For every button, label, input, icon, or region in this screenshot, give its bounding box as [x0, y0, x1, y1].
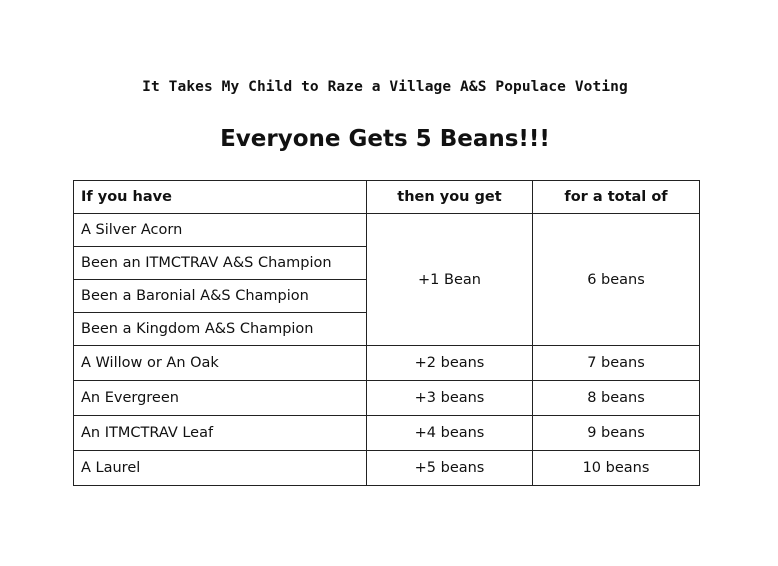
header-if-you-have: If you have: [74, 181, 367, 214]
cell-get: +4 beans: [367, 416, 533, 451]
cell-have: Been a Baronial A&S Champion: [74, 280, 367, 313]
cell-total: 8 beans: [533, 381, 700, 416]
cell-total: 7 beans: [533, 346, 700, 381]
table-row: [74, 214, 700, 247]
cell-have: Been an ITMCTRAV A&S Champion: [74, 247, 367, 280]
cell-have: A Willow or An Oak: [74, 346, 367, 381]
table-row: [74, 416, 700, 451]
document-title: Everyone Gets 5 Beans!!!: [220, 126, 550, 152]
header-then-you-get: then you get: [367, 181, 533, 214]
cell-have: Been a Kingdom A&S Champion: [74, 313, 367, 346]
cell-get: +2 beans: [367, 346, 533, 381]
cell-get-merged: +1 Bean: [367, 214, 533, 346]
beans-table: [73, 180, 700, 486]
header-for-a-total-of: for a total of: [533, 181, 700, 214]
cell-total: 9 beans: [533, 416, 700, 451]
cell-total: 10 beans: [533, 451, 700, 486]
cell-total-merged: 6 beans: [533, 214, 700, 346]
table-header-row: [74, 181, 700, 214]
table-row: [74, 381, 700, 416]
cell-have: A Laurel: [74, 451, 367, 486]
document-subtitle: It Takes My Child to Raze a Village A&S Populace Voting: [142, 79, 628, 95]
cell-get: +5 beans: [367, 451, 533, 486]
cell-have: A Silver Acorn: [74, 214, 367, 247]
cell-have: An ITMCTRAV Leaf: [74, 416, 367, 451]
table-row: [74, 451, 700, 486]
cell-have: An Evergreen: [74, 381, 367, 416]
cell-get: +3 beans: [367, 381, 533, 416]
table-row: [74, 346, 700, 381]
